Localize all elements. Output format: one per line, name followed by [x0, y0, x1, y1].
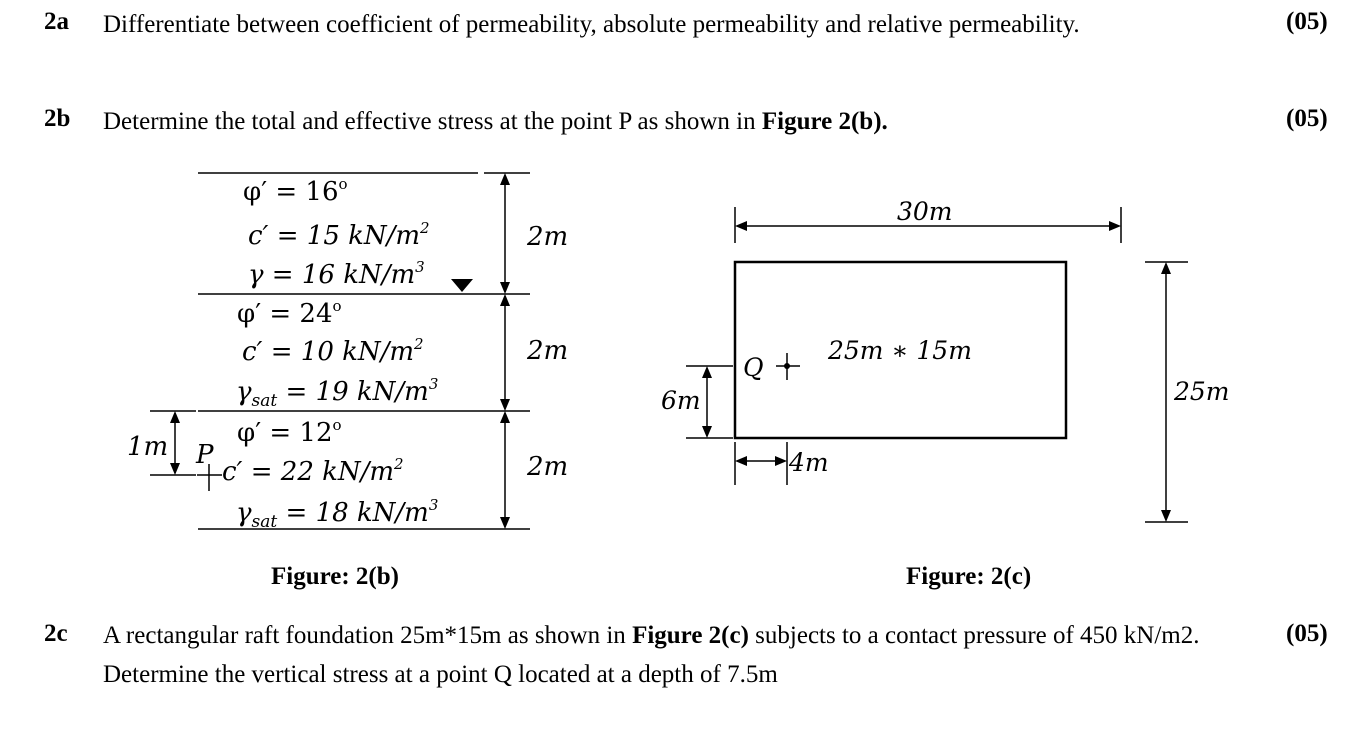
marks-2a: (05)	[1286, 8, 1328, 35]
offset-label-4m: 4m	[789, 448, 829, 477]
layer3-cohesion: c′ = 22 $kN/m^2$	[222, 455, 404, 487]
layer1-unit-weight: γ = 16 $kN/m^3$	[248, 258, 425, 290]
width-label-30m: 30m	[897, 197, 953, 226]
figure-reference-2c: Figure 2(c)	[632, 622, 749, 649]
marks-2c: (05)	[1286, 620, 1328, 647]
question-text-2a: Differentiate between coefficient of permeability, absolute permeability and relative permeability.	[103, 11, 1080, 38]
raft-size-label: 25m ∗ 15m	[828, 336, 972, 365]
caption-figure-2c: Figure: 2(c)	[906, 563, 1032, 590]
question-number-2a: 2a	[44, 8, 69, 35]
layer2-cohesion: c′ = 10 $kN/m^2$	[242, 335, 424, 367]
layer2-unit-weight: $\gamma_{sat} = 19$ $kN/m^3$	[236, 375, 439, 411]
question-text-2b: Determine the total and effective stress at the point P as shown in Figure 2(b).	[103, 108, 888, 135]
point-p-label: P	[196, 440, 214, 470]
question-number-2b: 2b	[44, 105, 71, 132]
layer2-phi: $\varphi' = 24^o$	[237, 297, 342, 329]
layer1-cohesion: c′ = 15 $kN/m^2$	[248, 219, 430, 251]
height-label-25m: 25m	[1174, 377, 1230, 406]
layer3-phi: $\varphi' = 12^o$	[237, 416, 342, 448]
offset-label-6m: 6m	[661, 386, 701, 415]
question-text-2c: A rectangular raft foundation 25m*15m as shown in Figure 2(c) subjects to a contact pressure of 450 kN/m2. Determine the vertical stress at a point Q located at a depth of 7.5m	[103, 622, 1200, 688]
caption-figure-2b: Figure: 2(b)	[271, 563, 399, 590]
point-q-marker	[784, 363, 790, 369]
marks-2b: (05)	[1286, 105, 1328, 132]
layer1-phi: $\varphi' = 16^o$	[243, 175, 348, 207]
point-q-label: Q	[743, 353, 764, 382]
question-number-2c: 2c	[44, 620, 68, 647]
depth-label-1m: 1m	[127, 432, 169, 462]
layer1-thickness: 2m	[527, 222, 569, 252]
figure-reference-2b: Figure 2(b).	[761, 108, 888, 135]
layer3-unit-weight: $\gamma_{sat} = 18$ $kN/m^3$	[236, 496, 439, 532]
layer2-thickness: 2m	[527, 336, 569, 366]
layer3-thickness: 2m	[527, 452, 569, 482]
